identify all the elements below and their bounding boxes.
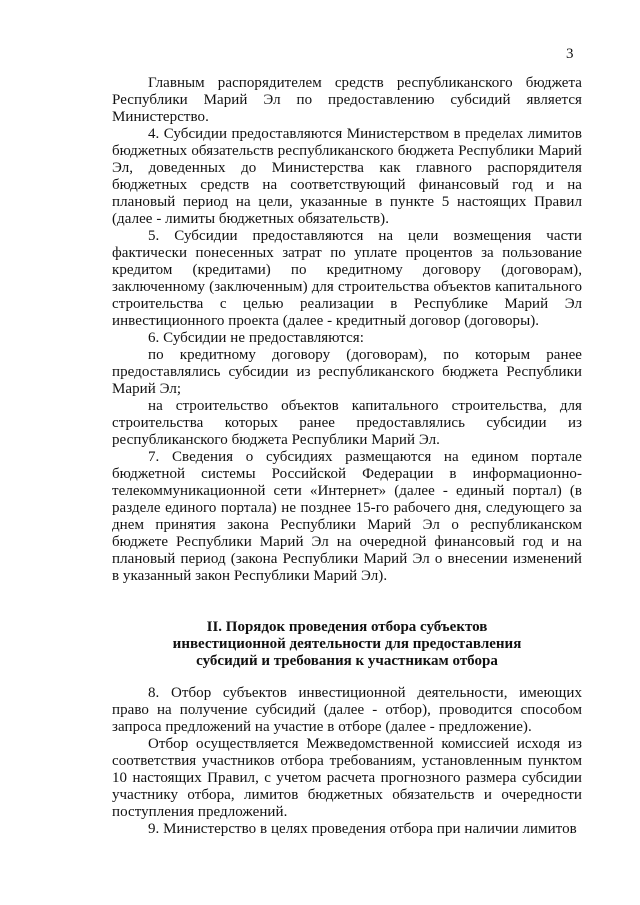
body-text-bottom: [112, 685, 582, 838]
paragraph-6: 6. Субсидии не предоставляются:: [148, 330, 364, 346]
section-heading-line-2: инвестиционной деятельности для предоставления: [172, 636, 522, 652]
section-heading-line-1: II. Порядок проведения отбора субъектов: [206, 619, 488, 635]
paragraph-4: 4. Субсидии предоставляются Министерством в пределах лимитов бюджетных обязательств республиканского бюджета Республики Марий Эл, доведенных до Министерства как главного распорядителя бюджетных средств на соответствующий финансовый год и на плановый период на цели, указанные в пункте 5 настоящих Правил (далее - лимиты бюджетных обязательств).: [112, 126, 582, 227]
section-heading: [112, 619, 582, 670]
paragraph-8: 8. Отбор субъектов инвестиционной деятельности, имеющих право на получение субсидий (далее - отбор), проводится способом запроса предложений на участие в отборе (далее - предложение).: [112, 685, 582, 735]
paragraph-6-item-2: на строительство объектов капитального строительства, для строительства которых ранее предоставлялись субсидии из республиканского бюджета Республики Марий Эл.: [112, 398, 582, 448]
paragraph-5: 5. Субсидии предоставляются на цели возмещения части фактически понесенных затрат по уплате процентов за пользование кредитом (кредитами) по кредитному договору (договорам), заключенному (заключенным) для строительства объектов капитального строительства с целью реализации в Республике Марий Эл инвестиционного проекта (далее - кредитный договор (договоры).: [112, 228, 582, 329]
paragraph-6-item-1: по кредитному договору (договорам), по которым ранее предоставлялись субсидии из республиканского бюджета Республики Марий Эл;: [112, 347, 582, 397]
paragraph-main-administrator: Главным распорядителем средств республиканского бюджета Республики Марий Эл по предоставлению субсидий является Министерство.: [112, 75, 582, 125]
paragraph-9: 9. Министерство в целях проведения отбора при наличии лимитов: [148, 821, 577, 837]
body-text-top: [112, 75, 582, 585]
paragraph-7: 7. Сведения о субсидиях размещаются на едином портале бюджетной системы Российской Федерации в информационно-телекоммуникационной сети «Интернет» (далее - единый портал) (в разделе единого портала) не позднее 15-го рабочего дня, следующего за днем принятия закона Республики Марий Эл о республиканском бюджете Республики Марий Эл на очередной финансовый год и на плановый период (закона Республики Марий Эл о внесении изменений в указанный закон Республики Марий Эл).: [112, 449, 582, 584]
paragraph-8-selection: Отбор осуществляется Межведомственной комиссией исходя из соответствия участников отбора требованиям, установленным пунктом 10 настоящих Правил, с учетом расчета прогнозного размера субсидии участнику отбора, лимитов бюджетных обязательств и очередности поступления предложений.: [112, 736, 582, 820]
page-number: 3: [566, 46, 574, 62]
section-heading-line-3: субсидий и требования к участникам отбора: [196, 653, 498, 669]
